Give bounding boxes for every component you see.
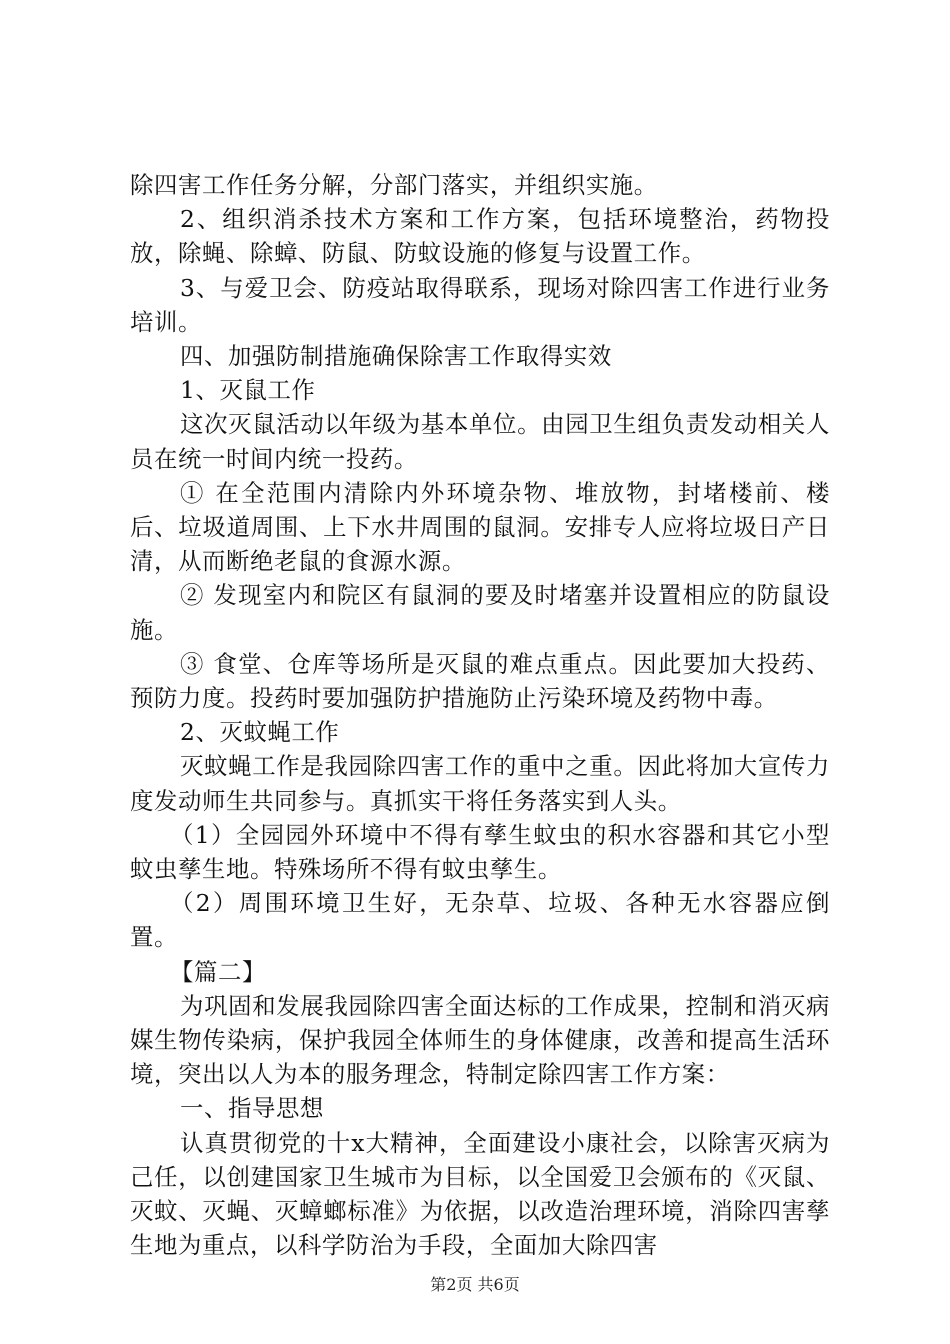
paragraph-item-3: 3、与爱卫会、防疫站取得联系，现场对除四害工作进行业务培训。 bbox=[130, 273, 830, 336]
page-footer bbox=[0, 1275, 950, 1295]
paragraph-continuation: 除四害工作任务分解，分部门落实，并组织实施。 bbox=[130, 171, 658, 199]
subsection-heading-mosquito-fly: 2、灭蚊蝇工作 bbox=[180, 718, 340, 747]
part-heading-2: 【篇二】 bbox=[170, 957, 266, 986]
page-number-label: 第2页 共6页 bbox=[430, 1275, 520, 1294]
paragraph-item-2: 2、组织消杀技术方案和工作方案，包括环境整治，药物投放，除蝇、除蟑、防鼠、防蚊设施的修复与设置工作。 bbox=[130, 205, 830, 268]
section-heading-guiding-thought: 一、指导思想 bbox=[180, 1094, 324, 1123]
paragraph-rodent-point-2: ② 发现室内和院区有鼠洞的要及时堵塞并设置相应的防鼠设施。 bbox=[130, 581, 830, 644]
section-heading-4: 四、加强防制措施确保除害工作取得实效 bbox=[180, 342, 612, 371]
paragraph-mosquito-point-2: （2）周围环境卫生好，无杂草、垃圾、各种无水容器应倒置。 bbox=[130, 889, 830, 952]
paragraph-mosquito-intro: 灭蚊蝇工作是我园除四害工作的重中之重。因此将加大宣传力度发动师生共同参与。真抓实干将任务落实到人头。 bbox=[130, 752, 830, 815]
subsection-heading-rodent: 1、灭鼠工作 bbox=[180, 376, 316, 405]
paragraph-rodent-point-1: ① 在全范围内清除内外环境杂物、堆放物，封堵楼前、楼后、垃圾道周围、上下水井周围的鼠洞。安排专人应将垃圾日产日清，从而断绝老鼠的食源水源。 bbox=[130, 478, 830, 576]
paragraph-rodent-point-3: ③ 食堂、仓库等场所是灭鼠的难点重点。因此要加大投药、预防力度。投药时要加强防护措施防止污染环境及药物中毒。 bbox=[130, 649, 830, 713]
paragraph-part2-intro: 为巩固和发展我园除四害全面达标的工作成果，控制和消灭病媒生物传染病，保护我园全体师生的身体健康，改善和提高生活环境，突出以人为本的服务理念，特制定除四害工作方案： bbox=[130, 991, 830, 1089]
paragraph-mosquito-point-1: （1）全园园外环境中不得有孳生蚊虫的积水容器和其它小型蚊虫孳生地。特殊场所不得有蚊虫孳生。 bbox=[130, 820, 830, 884]
paragraph-guiding-thought: 认真贯彻党的十x大精神，全面建设小康社会，以除害灭病为己任，以创建国家卫生城市为目标，以全国爱卫会颁布的《灭鼠、灭蚊、灭蝇、灭蟑螂标准》为依据，以改造治理环境，消除四害孳生地为重点，以科学防治为手段，全面加大除四害 bbox=[130, 1128, 830, 1260]
document-body bbox=[130, 168, 830, 1263]
paragraph-rodent-intro: 这次灭鼠活动以年级为基本单位。由园卫生组负责发动相关人员在统一时间内统一投药。 bbox=[130, 410, 830, 473]
